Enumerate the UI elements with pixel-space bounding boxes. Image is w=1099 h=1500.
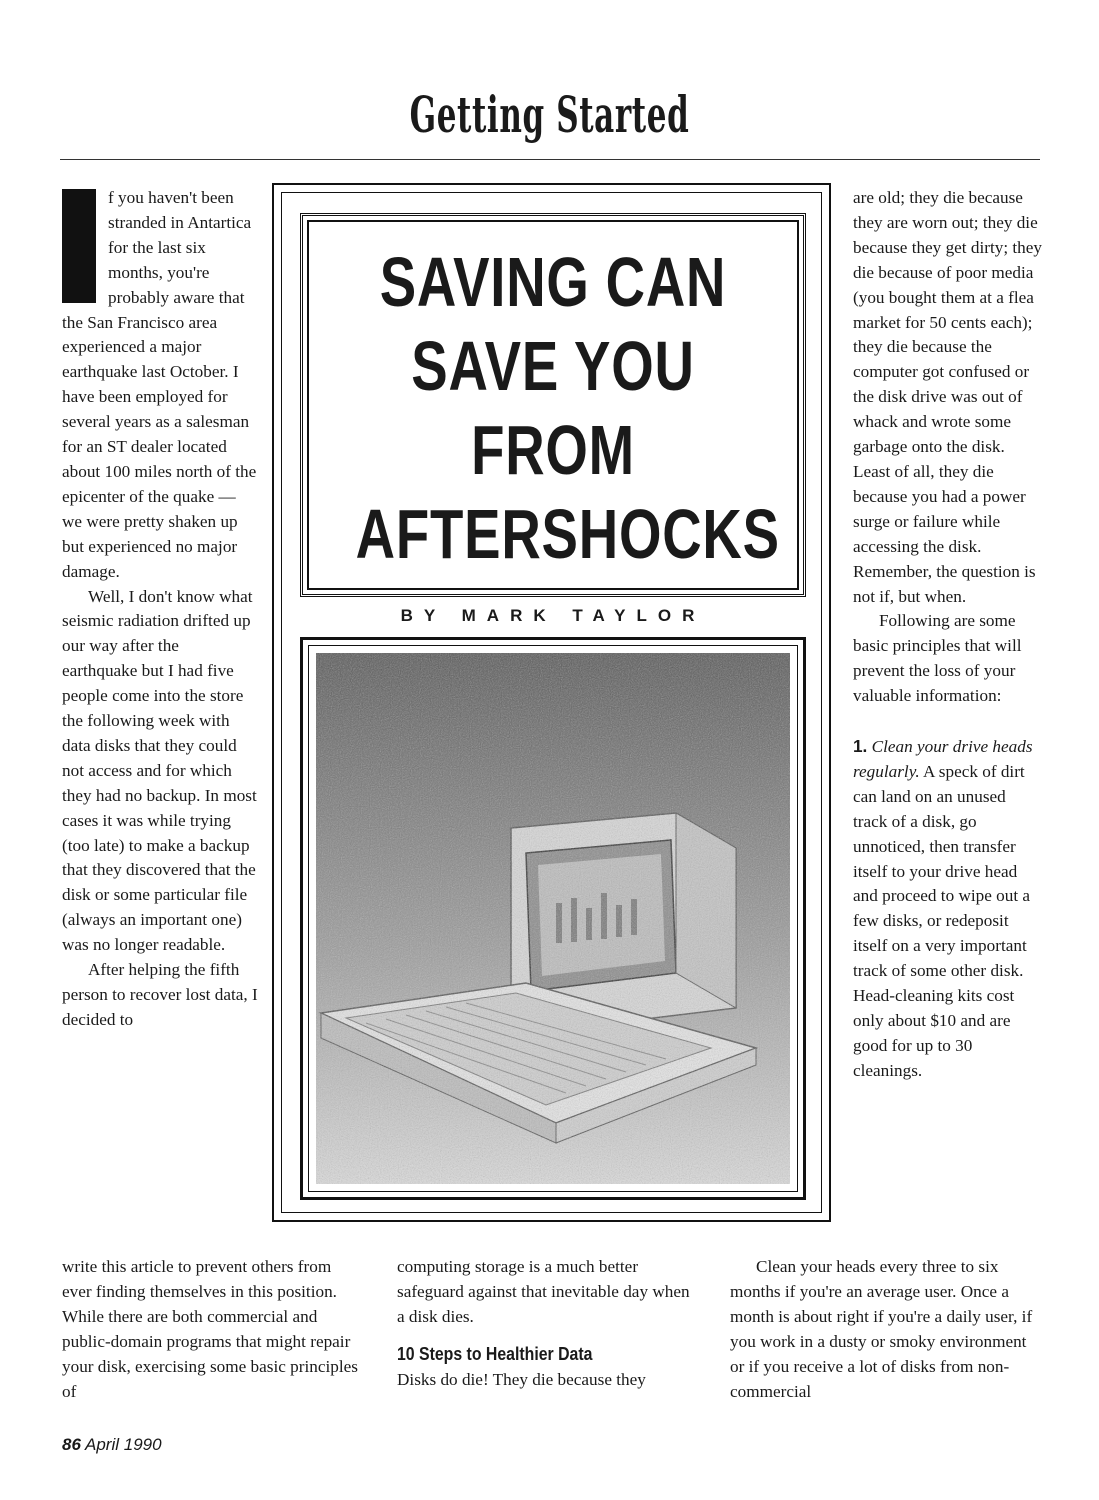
column-right-top [853,186,1043,1084]
heading-rule [60,159,1040,160]
step-1 [853,734,1043,1084]
byline: BY MARK TAYLOR [400,606,706,625]
paragraph-helping: After helping the fifth person to recover lost data, I decided to [62,960,258,1029]
column-right-bottom [730,1255,1040,1404]
subhead-ten-steps: 10 Steps to Healthier Data [397,1343,593,1364]
page-folio [62,1435,162,1455]
title-line-4: AFTERSHOCKS [355,495,780,573]
issue-date: April 1990 [85,1435,162,1454]
step-1-title: Clean your drive heads regularly. [853,737,1033,781]
paragraph-seismic: Well, I don't know what seismic radiation drifted up our way after the earthquake but I had five people come into the store the following week with data disks that they could not access and for which they had no backup. In most cases it was while trying (too late) to make a backup that they discovered that the disk or some particular file (always an important one) was no longer readable. [62,586,257,955]
paragraph-why-disks-die: are old; they die because they are worn out; they die because they get dirty; they die because of poor media (you bought them at a flea market for 50 cents each); they die because the computer got confused or the disk drive was out of whack and wrote some garbage onto the disk. Least of all, they die because you had a power surge or failure while accessing the disk. Remember, the question is not if, but when. [853,188,1042,606]
paragraph-safeguard: computing storage is a much better safeguard against that inevitable day when a disk dies. [397,1257,690,1326]
section-heading: Getting Started [409,85,690,144]
title-line-1: SAVING CAN [379,243,727,321]
column-left-bottom [62,1255,362,1404]
drop-cap-i [62,189,96,303]
paragraph-disks-die: Disks do die! They die because they [397,1369,646,1389]
paragraph-purpose: write this article to prevent others from ever finding themselves in this position. While there are both commercial and public-domain programs that might repair your disk, exercising some basic principles of [62,1257,358,1401]
title-line-2: SAVE YOU [411,327,695,405]
computer-photo [316,653,790,1184]
column-left-top [62,186,258,1033]
column-middle-bottom [397,1255,697,1393]
title-line-3: FROM [471,411,635,489]
paragraph-principles: Following are some basic principles that will prevent the loss of your valuable information: [853,611,1022,706]
article-title [355,240,780,576]
step-1-text: A speck of dirt can land on an unused track of a disk, go unnoticed, then transfer itself to your drive head and proceed to wipe out a few disks, or redeposit itself on a very important track of some other disk. Head-cleaning kits cost only about $10 and are good for up to 30 cleanings. [853,761,1031,1080]
step-1-number: 1. [853,736,868,757]
paragraph-clean-heads: Clean your heads every three to six months if you're an average user. Once a month is about right if you're a daily user, if you work in a dusty or smoky environment or if you receive a lot of disks from non-commercial [730,1257,1033,1401]
page-number: 86 [62,1435,81,1454]
paragraph-intro: f you haven't been stranded in Antartica for the last six months, you're probably aware that the San Francisco area experienced a major earthquake last October. I have been employed for several years as a salesman for an ST dealer located about 100 miles north of the epicenter of the quake — we were pretty shaken up but experienced no major damage. [62,188,257,581]
